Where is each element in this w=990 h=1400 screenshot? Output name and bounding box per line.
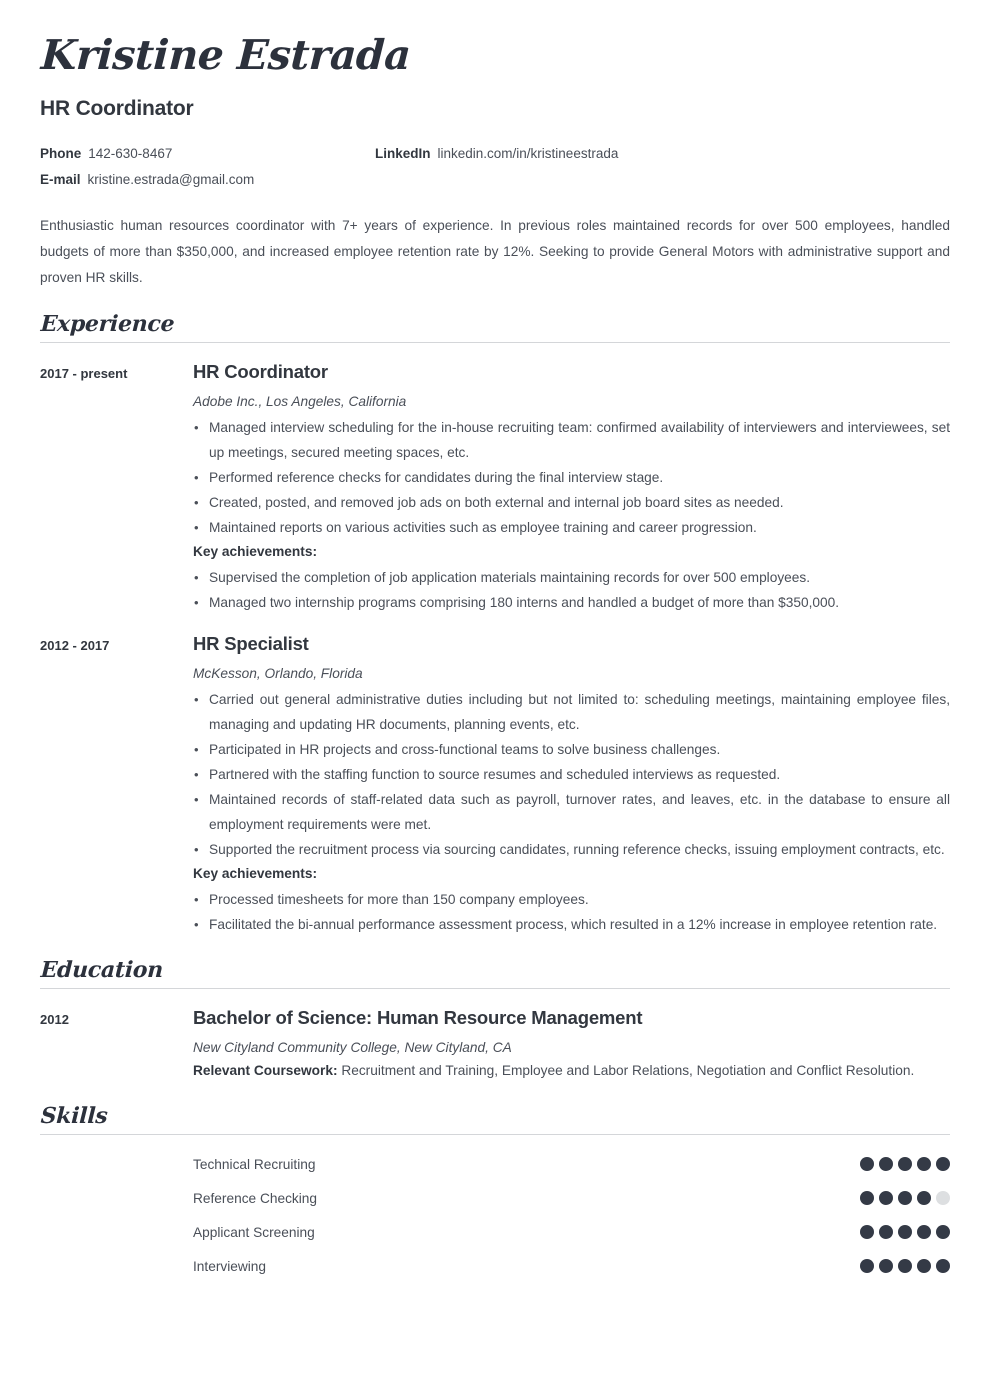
section-education — [40, 937, 950, 1083]
education-entry — [40, 989, 950, 1083]
skill-rating-dot-filled — [936, 1259, 950, 1273]
contact-row-email — [40, 172, 950, 187]
experience-entry — [40, 615, 950, 937]
skills-list — [40, 1135, 950, 1283]
section-experience — [40, 291, 950, 937]
experience-entry-list — [40, 343, 950, 937]
skill-rating-dot-filled — [898, 1259, 912, 1273]
skill-rating — [860, 1259, 950, 1273]
contact-email[interactable] — [40, 172, 375, 187]
candidate-job-title: HR Coordinator — [40, 97, 194, 121]
key-achievements-label: Key achievements: — [193, 866, 318, 882]
experience-achievement-list — [193, 881, 950, 937]
skill-row — [40, 1215, 950, 1249]
skill-rating-dot-filled — [860, 1225, 874, 1239]
experience-achievement-item: • Facilitated the bi-annual performance assessment process, which resulted in a 12% increase in employee retention rate. — [193, 912, 950, 937]
experience-entry-date: 2012 - 2017 — [40, 638, 110, 654]
contact-linkedin-label: LinkedIn — [375, 146, 431, 162]
skill-row — [40, 1147, 950, 1181]
contact-phone — [40, 146, 375, 161]
skill-rating-dot-filled — [860, 1157, 874, 1171]
experience-responsibility-item: • Partnered with the staffing function to source resumes and scheduled interviews as requested. — [193, 762, 950, 787]
experience-responsibility-item: • Managed interview scheduling for the in-house recruiting team: confirmed availability of interviewers and interviewees, set up meetings, secured meeting spaces, etc. — [193, 415, 950, 465]
experience-entry-date: 2017 - present — [40, 366, 128, 382]
skill-rating-dot-filled — [917, 1225, 931, 1239]
skill-name: Technical Recruiting — [193, 1156, 316, 1172]
experience-entry — [40, 343, 950, 615]
experience-achievement-item: • Supervised the completion of job application materials maintaining records for over 500 employees. — [193, 565, 950, 590]
experience-responsibility-item: • Supported the recruitment process via sourcing candidates, running reference checks, issuing employment contracts, etc. — [193, 837, 950, 862]
experience-entry-organization: Adobe Inc., Los Angeles, California — [193, 394, 407, 410]
skill-rating — [860, 1225, 950, 1239]
education-entry-body — [193, 1007, 950, 1083]
skill-row — [40, 1249, 950, 1283]
experience-entry-role: HR Coordinator — [193, 361, 328, 383]
skill-rating-dot-empty — [936, 1191, 950, 1205]
section-skills-heading-wrap — [40, 1103, 950, 1129]
section-education-title: Education — [40, 957, 164, 984]
skill-rating-dot-filled — [898, 1225, 912, 1239]
skill-name: Interviewing — [193, 1258, 267, 1274]
skill-rating-dot-filled — [860, 1259, 874, 1273]
skill-rating-dot-filled — [898, 1157, 912, 1171]
contact-email-label: E-mail — [40, 172, 81, 188]
skill-rating — [860, 1157, 950, 1171]
skill-rating-dot-filled — [936, 1225, 950, 1239]
education-entry-school: New Cityland Community College, New Cityland, CA — [193, 1040, 512, 1056]
experience-responsibility-list — [193, 409, 950, 540]
skill-row — [40, 1181, 950, 1215]
skill-rating-dot-filled — [898, 1191, 912, 1205]
experience-entry-body — [193, 361, 950, 615]
skill-rating-dot-filled — [860, 1191, 874, 1205]
candidate-name: Kristine Estrada — [39, 31, 412, 79]
experience-entry-role: HR Specialist — [193, 633, 309, 655]
section-experience-title: Experience — [40, 311, 175, 338]
skill-rating-dot-filled — [879, 1157, 893, 1171]
education-coursework-label: Relevant Coursework: — [193, 1063, 338, 1079]
experience-responsibility-item: • Participated in HR projects and cross-functional teams to solve business challenges. — [193, 737, 950, 762]
skill-name: Applicant Screening — [193, 1224, 315, 1240]
contact-phone-value: 142-630-8467 — [88, 146, 173, 162]
skill-name: Reference Checking — [193, 1190, 318, 1206]
section-skills — [40, 1083, 950, 1283]
skill-rating-dot-filled — [936, 1157, 950, 1171]
skill-rating-dot-filled — [917, 1157, 931, 1171]
experience-responsibility-list — [193, 681, 950, 862]
skill-rating — [860, 1191, 950, 1205]
experience-achievement-item: • Processed timesheets for more than 150 company employees. — [193, 887, 950, 912]
experience-responsibility-item: • Carried out general administrative duties including but not limited to: scheduling meetings, maintaining employee files, managing and updating HR documents, planning events, etc. — [193, 687, 950, 737]
experience-entry-organization: McKesson, Orlando, Florida — [193, 666, 363, 682]
contact-row-phone-linkedin — [40, 146, 950, 161]
section-education-heading-wrap — [40, 957, 950, 983]
contact-linkedin[interactable] — [375, 146, 618, 161]
experience-achievement-item: • Managed two internship programs comprising 180 interns and handled a budget of more than $350,000. — [193, 590, 950, 615]
skill-rating-dot-filled — [879, 1225, 893, 1239]
skill-rating-dot-filled — [917, 1191, 931, 1205]
contact-details — [40, 121, 950, 187]
education-coursework — [193, 1055, 950, 1083]
education-entry-list — [40, 989, 950, 1083]
contact-linkedin-value[interactable]: linkedin.com/in/kristineestrada — [437, 146, 619, 162]
experience-responsibility-item: • Created, posted, and removed job ads on both external and internal job board sites as needed. — [193, 490, 950, 515]
contact-phone-label: Phone — [40, 146, 82, 162]
skill-rating-dot-filled — [879, 1191, 893, 1205]
education-entry-degree: Bachelor of Science: Human Resource Management — [193, 1007, 643, 1029]
education-entry-date: 2012 — [40, 1012, 69, 1028]
key-achievements-label: Key achievements: — [193, 544, 318, 560]
contact-email-value[interactable]: kristine.estrada@gmail.com — [87, 172, 255, 188]
professional-summary: Enthusiastic human resources coordinator with 7+ years of experience. In previous roles maintained records for over 500 employees, handled budgets of more than $350,000, and increased employee retention rate by 12%. Seeking to provide General Motors with administrative support and proven HR skills. — [40, 218, 950, 286]
skill-rating-dot-filled — [879, 1259, 893, 1273]
experience-responsibility-item: • Maintained records of staff-related data such as payroll, turnover rates, and leaves, etc. in the database to ensure all employment requirements were met. — [193, 787, 950, 837]
education-coursework-value: Recruitment and Training, Employee and Labor Relations, Negotiation and Conflict Resolution. — [341, 1063, 915, 1079]
experience-responsibility-item: • Performed reference checks for candidates during the final interview stage. — [193, 465, 950, 490]
section-experience-heading-wrap — [40, 311, 950, 337]
section-skills-title: Skills — [40, 1103, 109, 1130]
skill-rating-dot-filled — [917, 1259, 931, 1273]
experience-achievement-list — [193, 559, 950, 615]
experience-entry-body — [193, 633, 950, 937]
experience-responsibility-item: • Maintained reports on various activities such as employee training and career progression. — [193, 515, 950, 540]
